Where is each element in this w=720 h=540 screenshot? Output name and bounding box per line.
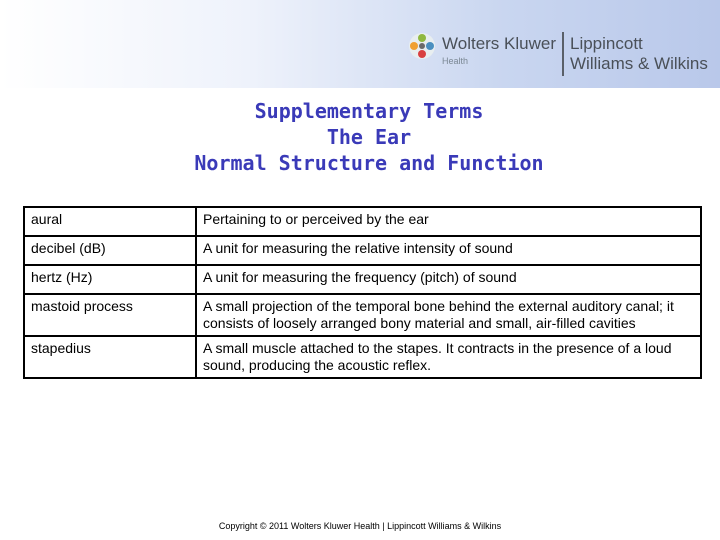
publisher-logo xyxy=(408,30,718,78)
table-row xyxy=(24,236,701,265)
copyright-footer: Copyright © 2011 Wolters Kluwer Health | Lippincott Williams & Wilkins xyxy=(218,521,502,531)
definition-cell: Pertaining to or perceived by the ear xyxy=(196,207,701,236)
table-row xyxy=(24,294,701,336)
definition-cell: A small projection of the temporal bone behind the external auditory canal; it consists of loosely arranged bony material and small, air-filled cavities xyxy=(196,294,701,336)
wolters-kluwer-logo-icon xyxy=(408,32,436,60)
table-row xyxy=(24,265,701,294)
logo-imprint-line1: Lippincott xyxy=(570,34,643,53)
term-cell: mastoid process xyxy=(24,294,196,336)
definition-cell: A small muscle attached to the stapes. It contracts in the presence of a loud sound, producing the acoustic reflex. xyxy=(196,336,701,378)
title-line-3: Normal Structure and Function xyxy=(194,151,544,175)
definition-cell: A unit for measuring the relative intensity of sound xyxy=(196,236,701,265)
term-cell: stapedius xyxy=(24,336,196,378)
term-cell: aural xyxy=(24,207,196,236)
logo-division: Health xyxy=(442,56,469,66)
slide-title xyxy=(0,98,720,176)
definition-cell: A unit for measuring the frequency (pitch) of sound xyxy=(196,265,701,294)
title-line-2: The Ear xyxy=(326,125,412,149)
logo-imprint-line2: Williams & Wilkins xyxy=(570,54,708,73)
title-line-1: Supplementary Terms xyxy=(254,99,484,123)
term-cell: decibel (dB) xyxy=(24,236,196,265)
table-row xyxy=(24,336,701,378)
logo-divider xyxy=(562,32,564,76)
table-row xyxy=(24,207,701,236)
logo-company-name: Wolters Kluwer xyxy=(442,34,556,53)
term-cell: hertz (Hz) xyxy=(24,265,196,294)
terms-table xyxy=(23,206,702,379)
